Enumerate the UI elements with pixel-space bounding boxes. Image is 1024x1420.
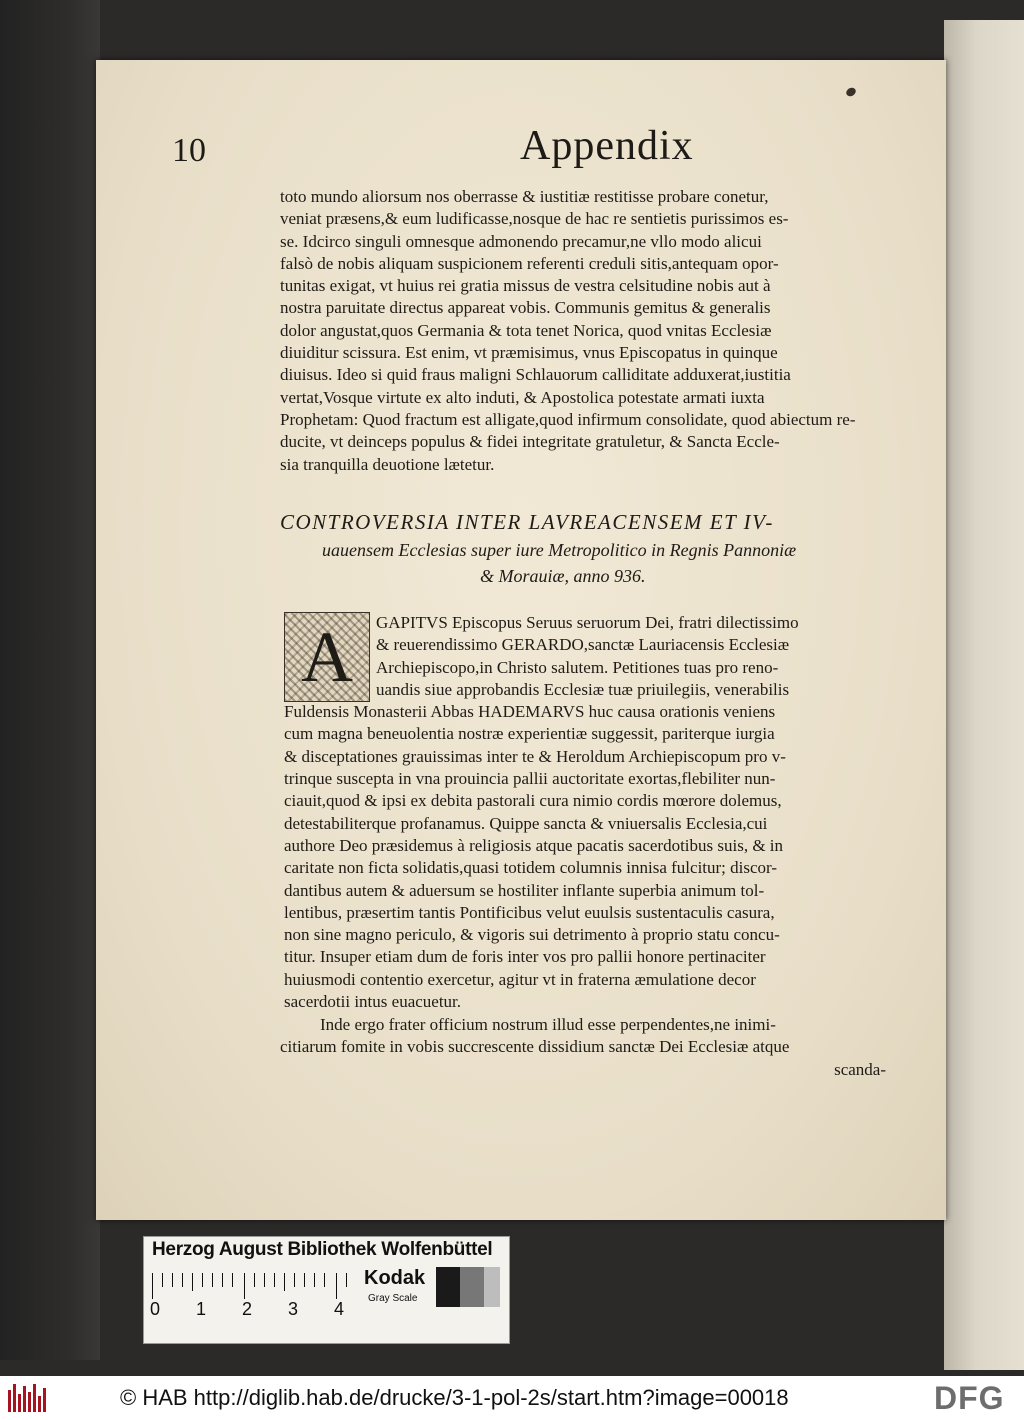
facing-page-edge <box>944 20 1024 1370</box>
text-line: & disceptationes grauissimas inter te & Heroldum Archiepiscopum pro v- <box>284 746 786 766</box>
text-line: uandis siue approbandis Ecclesiæ tuæ priuilegiis, venerabilis <box>376 679 790 699</box>
text-line: GAPITVS Episcopus Seruus seruorum Dei, fratri dilectissimo <box>376 613 799 632</box>
text-line: diuiditur scissura. Est enim, vt præmisimus, vnus Episcopatus in quinque <box>280 343 778 363</box>
running-head: Appendix <box>520 123 694 169</box>
hab-logo-icon <box>8 1384 48 1412</box>
text-line: falsò de nobis aliquam suspicionem referenti creduli sitis,antequam opor- <box>280 253 779 273</box>
text-line: cum magna beneuolentia nostræ experientiæ suggessit, pariterque iurgia <box>284 724 775 744</box>
text-line: caritate non ficta solidatis,quasi totidem columnis innisa fulcitur; discor- <box>284 858 778 878</box>
text-line: vertat,Vosque virtute ex alto induti, & Apostolica potestate armati iuxta <box>280 387 765 407</box>
ruler-label: 4 <box>334 1299 345 1319</box>
text-line: toto mundo aliorsum nos oberrasse & iustitiæ restitisse probare conetur, <box>280 187 769 206</box>
text-line: diuisus. Ideo si quid fraus maligni Schlauorum calliditate adduxerat,iustitia <box>280 365 791 385</box>
ruler-label: 2 <box>242 1299 253 1319</box>
text-line: sia tranquilla deuotione lætetur. <box>280 454 495 474</box>
text-line: nostra paruitate directus appareat vobis. Communis gemitus & generalis <box>280 298 771 318</box>
text-line: Archiepiscopo,in Christo salutem. Petitiones tuas pro reno- <box>376 657 779 677</box>
text-line: ciauit,quod & ipsi ex debita pastorali cura nimio cordis mœrore dolemus, <box>284 791 782 811</box>
text-line: tunitas exigat, vt huius rei gratia missus de vestra celsitudine nobis aut à <box>280 276 771 296</box>
ruler-label: 3 <box>288 1299 299 1319</box>
page-number: 10 <box>172 132 206 169</box>
copyright-url[interactable]: © HAB http://diglib.hab.de/drucke/3-1-pol-2s/start.htm?image=00018 <box>120 1385 789 1410</box>
scan-background-left <box>0 0 100 1360</box>
text-line: huiusmodi contentio exercetur, agitur vt in fraterna æmulatione decor <box>284 969 756 989</box>
text-line: citiarum fomite in vobis succrescente dissidium sanctæ Dei Ecclesiæ atque <box>280 1037 790 1057</box>
catchword: scanda- <box>834 1059 886 1079</box>
decorated-initial: A <box>284 612 370 702</box>
text-line: ducite, vt deinceps populus & fidei integritate gratuletur, & Sancta Eccle- <box>280 432 780 452</box>
paragraph-2 <box>284 612 912 1013</box>
text-line: lentibus, præsertim tantis Pontificibus velut euulsis sustentaculis casura, <box>284 902 775 922</box>
ruler-label: 1 <box>196 1299 207 1319</box>
section-heading-line-2: uauensem Ecclesias super iure Metropolitico in Regnis Pannoniæ <box>322 540 797 560</box>
text-line: Inde ergo frater officium nostrum illud esse perpendentes,ne inimi- <box>320 1015 776 1034</box>
text-line: trinque suscepta in vna prouincia pallii auctoritate exortas,flebiliter nun- <box>284 769 776 789</box>
ruler-label: 0 <box>150 1299 161 1319</box>
text-line: sacerdotii intus euacuetur. <box>284 992 462 1012</box>
text-line: se. Idcirco singuli omnesque admonendo precamur,ne vllo modo alicui <box>280 231 762 251</box>
footer-bar <box>0 1376 1024 1420</box>
paragraph-1 <box>280 186 908 476</box>
text-line: Fuldensis Monasterii Abbas HADEMARVS huc causa orationis veniens <box>284 702 776 722</box>
text-line: & reuerendissimo GERARDO,sanctæ Lauriacensis Ecclesiæ <box>376 635 790 655</box>
paragraph-3 <box>280 1014 908 1081</box>
text-line: dantibus autem & aduersum se hostiliter inflante superbia animum tol- <box>284 880 765 900</box>
section-heading-line-3: & Morauiæ, anno 936. <box>480 566 646 586</box>
text-line: dolor angustat,quos Germania & tota tenet Norica, quod vnitas Ecclesiæ <box>280 320 772 340</box>
text-line: Prophetam: Quod fractum est alligate,quod infirmum consolidate, quod abiectum re- <box>280 409 856 429</box>
gray-swatch-dark <box>436 1267 460 1307</box>
text-line: non sine magno periculo, & vigoris sui detrimento à proprio statu concu- <box>284 925 780 945</box>
dfg-logo: DFG <box>934 1380 1005 1416</box>
text-line: veniat præsens,& eum ludificasse,nosque de hac re sentietis purissimos es- <box>280 209 789 229</box>
color-target-card <box>143 1236 510 1344</box>
text-line: detestabiliterque profanamus. Quippe sancta & vniuersalis Ecclesia,cui <box>284 813 768 833</box>
kodak-brand: Kodak <box>364 1267 426 1289</box>
text-line: authore Deo præsidemus à religiosis atque pacatis sacerdotibus suis, & in <box>284 835 784 855</box>
section-heading-line-1: CONTROVERSIA INTER LAVREACENSEM ET IV- <box>280 510 774 534</box>
text-line: titur. Insuper etiam dum de foris inter vos pro pallii honore pertinaciter <box>284 947 766 967</box>
gray-scale-label: Gray Scale <box>368 1293 418 1304</box>
gray-swatch-light <box>484 1267 500 1307</box>
library-name: Herzog August Bibliothek Wolfenbüttel <box>152 1239 493 1260</box>
gray-swatch-mid <box>460 1267 484 1307</box>
